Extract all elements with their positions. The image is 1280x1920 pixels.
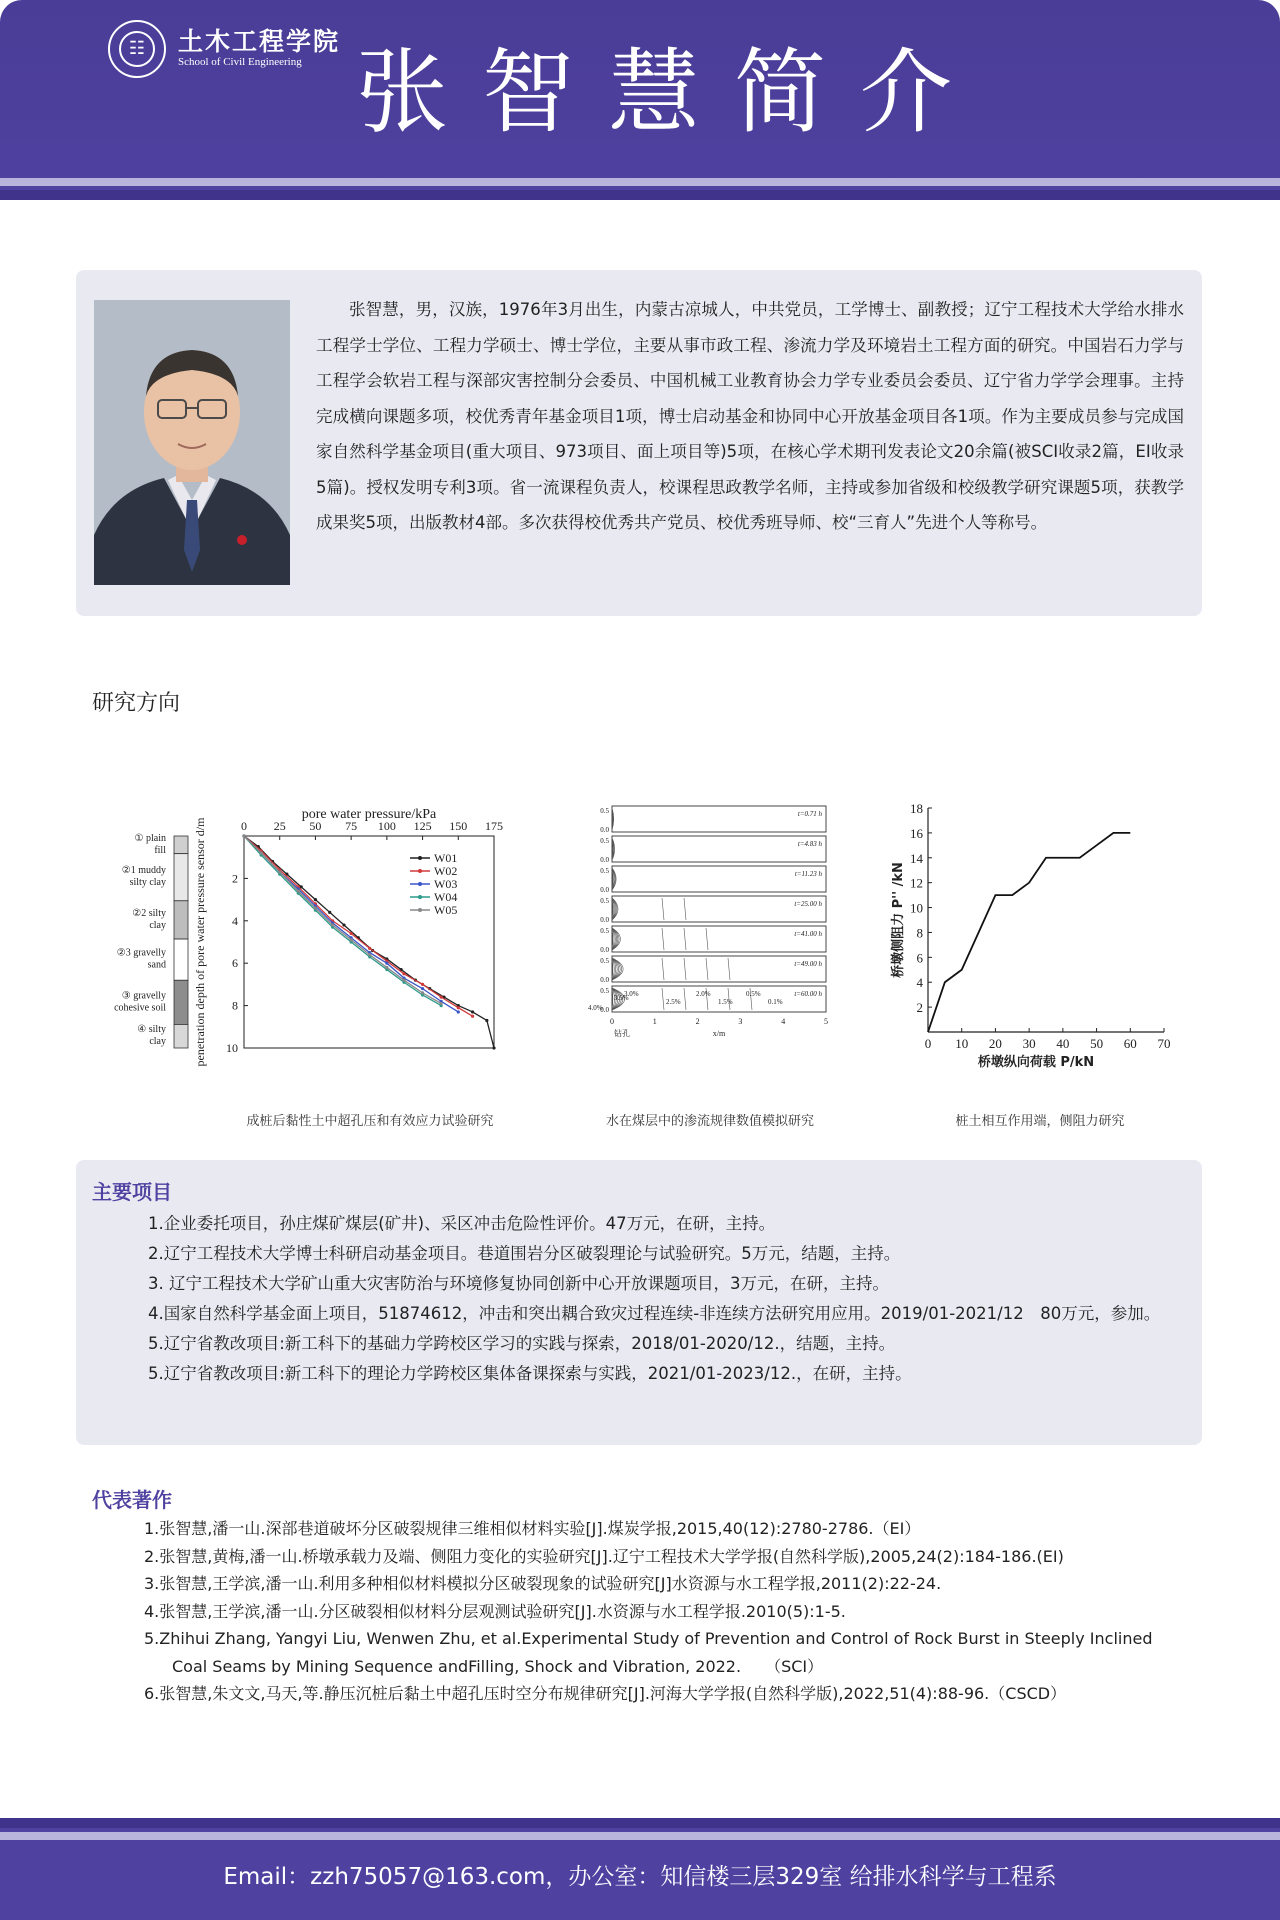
x-tick-label: 175 (485, 819, 503, 833)
data-point (402, 972, 405, 975)
y-tick-label: 12 (910, 875, 923, 891)
panel-time-label: t=25.00 h (794, 900, 822, 908)
x-tick-label: 0 (241, 819, 247, 833)
panel-tick-label: 0.0 (600, 946, 609, 954)
stratum-block (174, 836, 188, 854)
x-tick-label: 125 (413, 819, 432, 833)
stratum-label: clay (149, 1036, 166, 1048)
legend-marker (418, 856, 422, 860)
x-tick-label: 150 (449, 819, 468, 833)
footer-banner (0, 1818, 1280, 1920)
x-axis-label: x/m (712, 1029, 726, 1038)
panel-tick-label: 0.0 (600, 826, 609, 834)
x-tick-label: 3 (738, 1017, 743, 1026)
contour-value-label: 1.5% (718, 998, 733, 1006)
y-tick-label: 18 (910, 801, 923, 816)
project-item: 1.企业委托项目，孙庄煤矿煤层(矿井)、采区冲击危险性评价。47万元，在研，主持。 (148, 1214, 776, 1233)
panel-time-label: t=11.23 h (794, 870, 822, 878)
data-point (440, 1002, 443, 1005)
panel-tick-label: 0.5 (600, 807, 609, 815)
data-point (385, 966, 388, 969)
project-item: 3. 辽宁工程技术大学矿山重大灾害防治与环境修复协同创新中心开放课题项目，3万元，在研，主持。 (148, 1274, 889, 1293)
data-point (328, 911, 331, 914)
data-point (471, 1010, 474, 1013)
stratum-label: ④ silty (137, 1024, 166, 1036)
contour-value-label: 0.1% (768, 998, 783, 1006)
series-line-w03 (244, 836, 458, 1012)
x-tick-label: 100 (377, 819, 396, 833)
y-tick-label: 8 (232, 998, 238, 1013)
y-tick-label: 6 (916, 950, 923, 966)
legend-label: W01 (434, 851, 458, 865)
panel-tick-label: 0.5 (600, 987, 609, 995)
y-axis-label: 桥墩侧阻力 P'' /kN (891, 862, 906, 978)
stratum-label: fill (154, 844, 166, 856)
research-section-title: 研究方向 (92, 691, 181, 716)
publication-item: 4.张智慧,王学滨,潘一山.分区破裂相似材料分层观测试验研究[J].水资源与水工程学报.2010(5):1-5. (144, 1601, 846, 1621)
stratum-label: ③ gravelly (121, 990, 166, 1002)
stratum-label: clay (149, 919, 166, 931)
pore-pressure-chart (104, 800, 516, 1070)
y-tick-label: 8 (916, 925, 923, 941)
data-point (485, 1019, 488, 1022)
panel-time-label: t=60.00 h (794, 990, 822, 998)
data-point (297, 890, 300, 893)
lateral-resistance-chart (888, 800, 1178, 1070)
legend-marker (418, 882, 422, 886)
legend-label: W03 (434, 877, 458, 891)
legend-label: W05 (434, 903, 458, 917)
y-tick-label: 4 (232, 913, 238, 928)
data-point (242, 834, 245, 837)
x-tick-label: 50 (1090, 1036, 1104, 1051)
panel-time-label: t=4.83 h (797, 840, 822, 848)
data-point (278, 870, 281, 873)
data-point (368, 953, 371, 956)
data-point (440, 996, 443, 999)
stratum-label: silty clay (129, 877, 166, 889)
x-tick-label: 2 (695, 1017, 700, 1026)
x-axis-label: 桥墩纵向荷载 P/kN (977, 1055, 1095, 1070)
data-point (350, 932, 353, 935)
panel-time-label: t=0.71 h (797, 810, 822, 818)
y-tick-label: 4 (916, 975, 923, 991)
x-tick-label: 1 (652, 1017, 657, 1026)
contour-value-label: 0.5% (746, 990, 761, 998)
project-item: 4.国家自然科学基金面上项目，51874612，冲击和突出耦合致灾过程连续-非连续方法研究用应用。2019/01-2021/12 80万元，参加。 (148, 1304, 1161, 1323)
data-point (350, 938, 353, 941)
y-tick-label: 14 (910, 850, 923, 866)
panel-tick-label: 0.0 (600, 856, 609, 864)
figure-caption-2: 水在煤层中的渗流规律数值模拟研究 (605, 1114, 814, 1129)
contour-panel (612, 836, 826, 862)
x-tick-label: 30 (1022, 1036, 1036, 1051)
x-tick-label: 40 (1056, 1036, 1070, 1051)
figure-caption-1: 成桩后黏性土中超孔压和有效应力试验研究 (246, 1114, 494, 1129)
stratum-block (174, 854, 188, 901)
contour-value-label: 3.0% (624, 990, 639, 998)
publications-section-title: 代表著作 (92, 1488, 172, 1512)
panel-tick-label: 0.0 (600, 976, 609, 984)
bio-text: 张智慧，男，汉族，1976年3月出生，内蒙古凉城人，中共党员，工学博士、副教授；辽宁工程技术大学给水排水工程学士学位、工程力学硕士、博士学位，主要从事市政工程、渗流力学及环境岩土工程方面的研究。中国岩石力学与工程学会软岩工程与深部灾害控制分会委员、中国机械工业教育协会力学专业委员会委员、辽宁省力学学会理事。主持完成横向课题多项，校优秀青年基金项目1项，博士启动基金和协同中心开放基金项目各1项。作为主要成员参与完成国家自然科学基金项目(重大项目、973项目、面上项目等)5项，在核心学术期刊发表论文20余篇(被SCI收录2篇，EI收录5篇)。授权发明专利3项。省一流课程负责人，校课程思政教学名师，主持或参加省级和校级教学研究课题5项，获教学成果奖5项，出版教材4部。多次获得校优秀共产党员、校优秀班导师、校“三育人”先进个人等称号。 (316, 300, 1184, 532)
legend-label: W04 (434, 890, 458, 904)
x-tick-label: 25 (273, 819, 286, 833)
chart-title: pore water pressure/kPa (301, 807, 437, 822)
y-tick-label: 2 (916, 1000, 923, 1016)
panel-time-label: t=49.00 h (794, 960, 822, 968)
stratum-label: cohesive soil (114, 1002, 166, 1014)
x-tick-label: 70 (1157, 1036, 1171, 1051)
borehole-label: 钻孔 (614, 1029, 630, 1038)
panel-tick-label: 0.5 (600, 957, 609, 965)
x-tick-label: 20 (988, 1036, 1002, 1051)
bio-panel (76, 270, 1202, 616)
y-tick-label: 16 (910, 825, 923, 841)
x-tick-label: 0 (924, 1036, 932, 1051)
y-tick-label: 6 (232, 956, 238, 971)
school-logo (108, 20, 341, 80)
data-point (471, 1015, 474, 1018)
panel-tick-label: 0.5 (600, 867, 609, 875)
stratum-block (174, 939, 188, 980)
page-title: 张智慧简介 (356, 39, 987, 146)
school-name-cn: 土木工程学院 (178, 27, 341, 56)
publication-item: 6.张智慧,朱文文,马天,等.静压沉桩后黏土中超孔压时空分布规律研究[J].河海大学学报(自然科学版),2022,51(4):88-96.（CSCD） (144, 1684, 1067, 1703)
contour-value-label: 2.0% (696, 990, 711, 998)
data-point (492, 1046, 495, 1049)
legend-marker (418, 895, 422, 899)
y-tick-label: 10 (226, 1041, 238, 1055)
stratum-label: ②3 gravelly (116, 947, 166, 959)
data-point (402, 979, 405, 982)
school-seal-icon: ☷ (108, 20, 166, 78)
stratum-label: ① plain (134, 832, 166, 844)
seepage-contour-figure (586, 800, 838, 1070)
x-tick-label: 5 (824, 1017, 828, 1026)
data-point (260, 851, 263, 854)
series-line-lateral-resistance (928, 833, 1130, 1032)
contour-value-label: 3.5% (614, 994, 629, 1002)
data-point (421, 987, 424, 990)
projects-list (148, 1209, 1168, 1389)
data-point (342, 923, 345, 926)
x-tick-label: 75 (345, 819, 358, 833)
project-item: 5.辽宁省教改项目:新工科下的基础力学跨校区学习的实践与探索，2018/01-2020/12.，结题，主持。 (148, 1334, 896, 1353)
stratum-label: ②1 muddy (121, 865, 166, 877)
x-tick-label: 50 (309, 819, 322, 833)
contour-panel (612, 806, 826, 832)
data-point (385, 962, 388, 965)
publication-item: 3.张智慧,王学滨,潘一山.利用多种相似材料模拟分区破裂现象的试验研究[J]水资源与水工程学报,2011(2):22-24. (144, 1574, 942, 1593)
legend-marker (418, 908, 422, 912)
legend-label: W02 (434, 864, 458, 878)
data-point (421, 983, 424, 986)
panel-tick-label: 0.5 (600, 837, 609, 845)
data-point (457, 1010, 460, 1013)
data-point (331, 923, 334, 926)
data-point (314, 906, 317, 909)
panel-tick-label: 0.5 (600, 897, 609, 905)
x-tick-label: 4 (781, 1017, 786, 1026)
project-item: 5.辽宁省教改项目:新工科下的理论力学跨校区集体备课探索与实践，2021/01-2023/12.，在研，主持。 (148, 1364, 912, 1383)
publication-item: 1.张智慧,潘一山.深部巷道破坏分区破裂规律三维相似材料实验[J].煤炭学报,2015,40(12):2780-2786.（EI） (144, 1519, 921, 1538)
publication-item: 5.Zhihui Zhang, Yangyi Liu, Wenwen Zhu, et al.Experimental Study of Prevention and Control of Rock Burst in Steeply Inclined Coal Seams by Mining Sequence andFilling, Shock and Vibration, 2022. （SCI） (144, 1629, 1153, 1676)
stratum-label: sand (147, 959, 166, 971)
x-tick-label: 0 (610, 1017, 614, 1026)
panel-tick-label: 0.0 (600, 886, 609, 894)
stratum-block (174, 901, 188, 939)
contour-value-label: 4.0% (588, 1004, 603, 1012)
panel-time-label: t=41.00 h (794, 930, 822, 938)
publications-list (144, 1515, 1186, 1708)
y-tick-label: 10 (910, 900, 923, 916)
header-banner (0, 0, 1280, 200)
stratum-block (174, 980, 188, 1024)
contact-info: Email：zzh75057@163.com，办公室：知信楼三层329室 给排水科学与工程系 (223, 1864, 1057, 1890)
data-point (368, 947, 371, 950)
stratum-block (174, 1024, 188, 1048)
figure-caption-3: 桩土相互作用端，侧阻力研究 (955, 1114, 1125, 1129)
publication-item: 2.张智慧,黄梅,潘一山.桥墩承载力及端、侧阻力变化的实验研究[J].辽宁工程技术大学学报(自然科学版),2005,24(2):184-186.(EI) (144, 1546, 1064, 1566)
school-name-en: School of Civil Engineering (178, 56, 302, 68)
y-axis-label: penetration depth of pore water pressure sensor d/m (193, 817, 207, 1067)
projects-section-title: 主要项目 (92, 1180, 172, 1204)
contour-value-label: 2.5% (666, 998, 681, 1006)
data-point (457, 1006, 460, 1009)
x-tick-label: 10 (955, 1036, 969, 1051)
x-tick-label: 60 (1123, 1036, 1137, 1051)
data-point (421, 991, 424, 994)
y-tick-label: 2 (232, 871, 238, 886)
panel-tick-label: 0.5 (600, 927, 609, 935)
data-point (314, 898, 317, 901)
panel-tick-label: 0.0 (600, 1006, 609, 1014)
portrait-photo (94, 300, 290, 585)
legend-marker (418, 869, 422, 873)
panel-tick-label: 0.0 (600, 916, 609, 924)
stratum-label: ②2 silty (132, 907, 166, 919)
project-item: 2.辽宁工程技术大学博士科研启动基金项目。巷道围岩分区破裂理论与试验研究。5万元，结题，主持。 (148, 1244, 901, 1263)
